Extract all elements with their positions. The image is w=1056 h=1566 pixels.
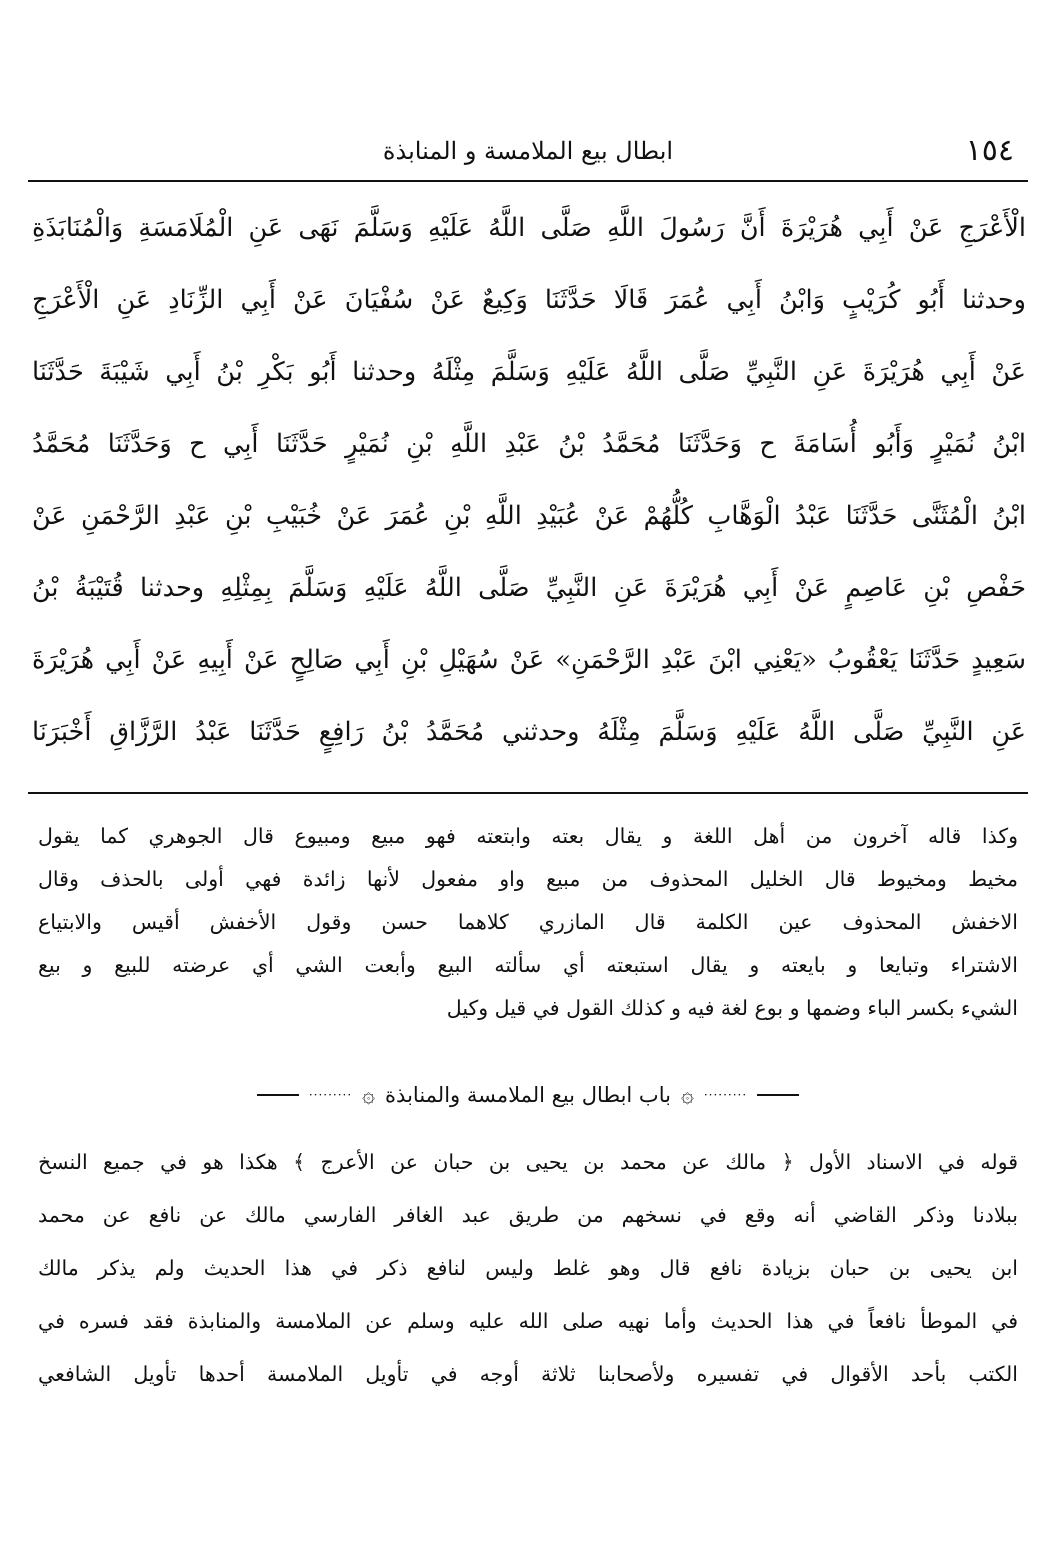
commentary-line: مخيط ومخيوط قال الخليل المحذوف من مبيع واو مفعول لأنها زائدة فهي أولى بالحذف وقال (38, 867, 1018, 891)
chapter-commentary-block (38, 1136, 1018, 1401)
hadith-line: ابْنُ نُمَيْرٍ وَأَبُو أُسَامَةَ ح وَحَدَّثَنَا مُحَمَّدُ بْنُ عَبْدِ اللَّهِ بْنِ نُمَيْرٍ حَدَّثَنَا أَبِي ح وَحَدَّثَنَا مُحَمَّدُ (32, 429, 1026, 459)
commentary-line: الاشتراء وتبايعا و بايعته و يقال استبعته أي سألته البيع وأبعت الشي أي عرضته للبيع و بيع (38, 953, 1018, 977)
commentary-line: ابن يحيى بن حبان بزيادة نافع قال وهو غلط وليس لنافع ذكر في هذا الحديث ولم يذكر مالك (38, 1256, 1018, 1280)
header-rule (28, 180, 1028, 182)
ornament-dots: ········· (308, 1088, 353, 1102)
section-divider-rule (28, 792, 1028, 794)
ornament-rule (257, 1094, 299, 1096)
commentary-line: الاخفش المحذوف عين الكلمة قال المازري كلاهما حسن وقول الأخفش أقيس والابتياع (38, 910, 1018, 934)
hadith-line: وحدثنا أَبُو كُرَيْبٍ وَابْنُ أَبِي عُمَرَ قَالَا حَدَّثَنَا وَكِيعٌ عَنْ سُفْيَانَ عَنْ أَبِي الزِّنَادِ عَنِ الْأَعْرَجِ (32, 285, 1026, 315)
commentary-line: في الموطأ نافعاً في هذا الحديث وأما نهيه صلى الله عليه وسلم عن الملامسة والمنابذة فقد فسره في (38, 1309, 1018, 1333)
hadith-line: ابْنُ الْمُثَنَّى حَدَّثَنَا عَبْدُ الْوَهَّابِ كُلُّهُمْ عَنْ عُبَيْدِ اللَّهِ بْنِ عُمَرَ عَنْ خُبَيْبِ بْنِ عَبْدِ الرَّحْمَنِ عَنْ (32, 501, 1026, 531)
hadith-line: عَنِ النَّبِيِّ صَلَّى اللَّهُ عَلَيْهِ وَسَلَّمَ مِثْلَهُ وحدثني مُحَمَّدُ بْنُ رَافِعٍ حَدَّثَنَا عَبْدُ الرَّزَّاقِ أَخْبَرَنَا (32, 717, 1026, 747)
hadith-line: سَعِيدٍ حَدَّثَنَا يَعْقُوبُ «يَعْنِي ابْنَ عَبْدِ الرَّحْمَنِ» عَنْ سُهَيْلِ بْنِ أَبِي صَالِحٍ عَنْ أَبِيهِ عَنْ أَبِي هُرَيْرَةَ (32, 645, 1026, 675)
ornament-rule (757, 1094, 799, 1096)
hadith-text-block (32, 192, 1026, 768)
flourish-ornament-icon: ۞ (680, 1082, 694, 1108)
running-head (28, 128, 1028, 174)
commentary-line: ببلادنا وذكر القاضي أنه وقع في نسخهم من طريق عبد الغافر الفارسي مالك عن نافع عن محمد (38, 1203, 1018, 1227)
hadith-line: الْأَعْرَجِ عَنْ أَبِي هُرَيْرَةَ أَنَّ رَسُولَ اللَّهِ صَلَّى اللَّهُ عَلَيْهِ وَسَلَّمَ نَهَى عَنِ الْمُلَامَسَةِ وَالْمُنَابَذَةِ (32, 213, 1026, 243)
commentary-line: الشيء بكسر الباء وضمها و بوع لغة فيه و كذلك القول في قيل وكيل (446, 996, 1018, 1020)
commentary-line: قوله في الاسناد الأول ﴿ مالك عن محمد بن يحيى بن حبان عن الأعرج ﴾ هكذا هو في جميع النسخ (38, 1150, 1018, 1174)
flourish-ornament-icon: ۞ (362, 1082, 376, 1108)
page-number: ١٥٤ (965, 133, 1014, 168)
commentary-block (38, 815, 1018, 1030)
commentary-line: الكتب بأحد الأقوال في تفسيره ولأصحابنا ثلاثة أوجه في تأويل الملامسة أحدها تأويل الشافعي (38, 1362, 1018, 1386)
chapter-title: باب ابطال بيع الملامسة والمنابذة (385, 1083, 671, 1107)
ornament-dots: ········· (703, 1088, 748, 1102)
chapter-heading (0, 1068, 1056, 1122)
hadith-line: حَفْصِ بْنِ عَاصِمٍ عَنْ أَبِي هُرَيْرَةَ عَنِ النَّبِيِّ صَلَّى اللَّهُ عَلَيْهِ وَسَلَّمَ بِمِثْلِهِ وحدثنا قُتَيْبَةُ بْنُ (32, 573, 1026, 603)
hadith-line: عَنْ أَبِي هُرَيْرَةَ عَنِ النَّبِيِّ صَلَّى اللَّهُ عَلَيْهِ وَسَلَّمَ مِثْلَهُ وحدثنا أَبُو بَكْرِ بْنُ أَبِي شَيْبَةَ حَدَّثَنَا (32, 357, 1026, 387)
commentary-line: وكذا قاله آخرون من أهل اللغة و يقال بعته وابتعته فهو مبيع ومبيوع قال الجوهري كما يقول (38, 824, 1018, 848)
running-title: ابطال بيع الملامسة و المنابذة (382, 137, 674, 165)
